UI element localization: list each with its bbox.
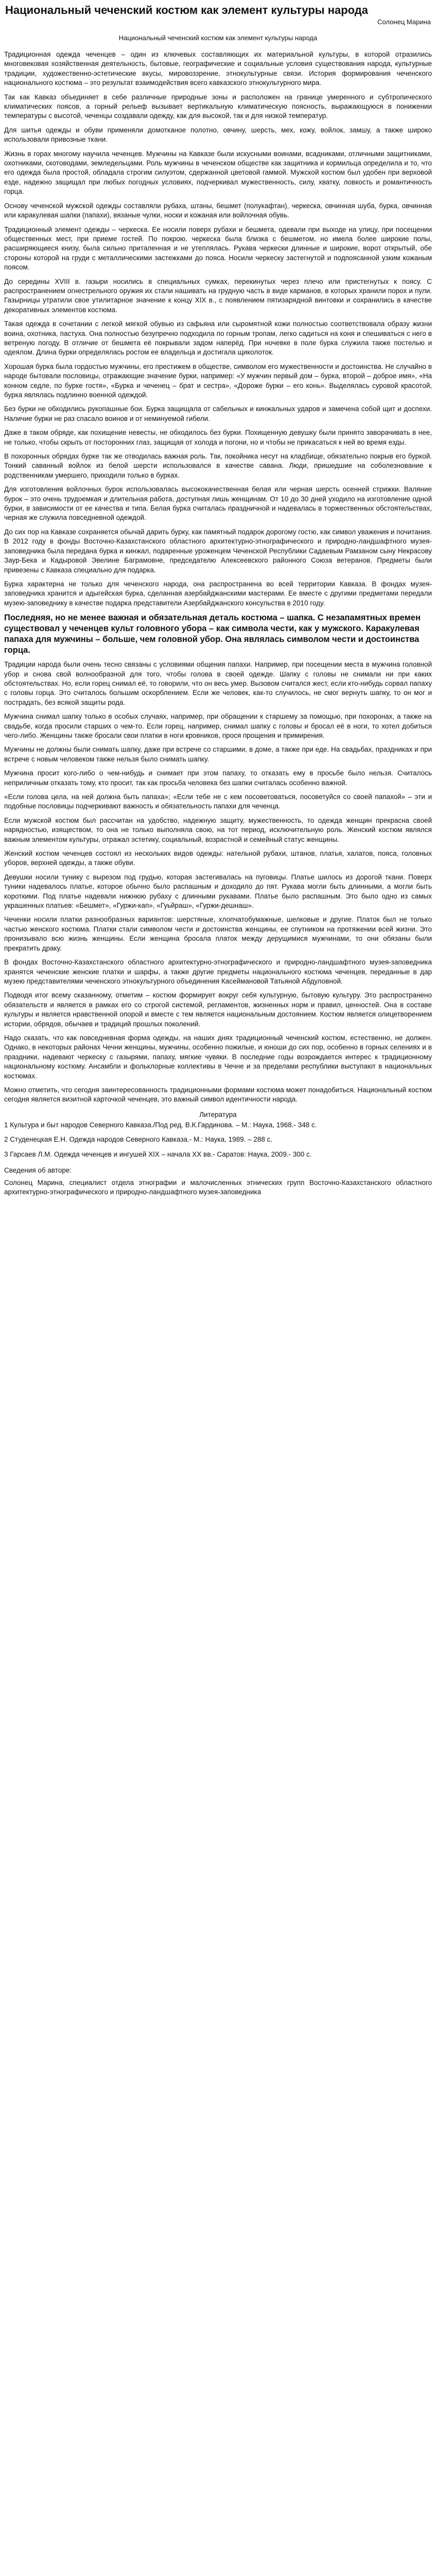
body-paragraph: Традиции народа были очень тесно связаны с условиями общения папахи. Например, при посещении места в мужчина головной убор и снова свой волнообразной для того, чтобы голова в своей одежде. Шапку с головы не снимали ни при каких обстоятельствах. Но, если горец снимал её, то говорили, что он весь умер. Вызовом считался жест, если кто-нибудь сорвал папаху с головы горца. Это считалось большим оскорблением. Если же человек, как-то случилось, не смог вернуть шапку, то он мог и пострадать, без всякой защиты рода.: [4, 660, 432, 706]
body-paragraph: Бурка характерна не только для чеченского народа, она распространена во всей территории Кавказа. В фондах музея-заповедника хранится и адыгейская бурка, сделанная азербайджанскими мастерами. Ее вместе с другими предметами передали музею-заповеднику в качестве подарка представители Азербайджанского консульства в 2010 году.: [4, 580, 432, 607]
about-author-text: Солонец Марина, специалист отдела этнографии и малочисленных этнических групп Восточно-Казахстанского областного архитектурно-этнографического и природно-ландшафтного музея-заповедника: [4, 1179, 432, 1196]
body-paragraph: Даже в таком обряде, как похищение невесты, не обходилось без бурки. Похищенную девушку были принято заворачивать в нее, не только, чтобы скрыть от посторонних глаз, защищая от холода и погони, но и чтобы не прикасаться к ней во время езды.: [4, 429, 432, 446]
body-paragraph: До середины XVIII в. газыри носились в специальных сумках, перекинутых через плечо или пристегнутых к поясу. С распространением огнестрельного оружия их стали нашивать на грудную часть в виде карманов, в которых хранили порох и пули. Газырницы утратили свое утилитарное значение к концу XIX в., с появлением пятизарядной винтовки и сохранились в качестве декоративных элементов костюма.: [4, 277, 432, 314]
body-paragraph: Если мужской костюм был рассчитан на удобство, надежную защиту, мужественность, то одежда женщин прекрасна своей нарядностью, изяществом, то она не только выполняла свою, на тот период, исключительную роль. Женский костюм являлся важным элементом культуры, отражал эстетику, социальный, возрастной и семейный статус женщины.: [4, 816, 432, 843]
body-paragraph: Такая одежда в сочетании с легкой мягкой обувью из сафьяна или сыромятной кожи полностью соответствовала образу жизни воина, охотника, пастуха. Она полностью безупречно подходила по горным тропам, легко садиться на коня и спешиваться с него в ветреную погоду. В отличие от бешмета её покрывали задом наперёд. При ночевке в поле бурка служила также постелью и одеялом. Длина бурки определялась ростом ее владельца и достигала щиколоток.: [4, 320, 432, 357]
body-paragraph: До сих пор на Кавказе сохраняется обычай дарить бурку, как памятный подарок дорогому гостю, как символ уважения и почитания. В 2012 году в фонды Восточно-Казахстанского областного архитектурно-этнографического и природно-ландшафтного музея-заповедника была передана бурка и кинжал, подаренные уроженцем Чеченской Республики Садаевым Рамзаном сыну Некрасову Заур-Бека и Кадыровой Эвелине Баграмовне, председателю Алексеевского районного Союза ветеранов. Предметы были привезены с Кавказа специально для подарка.: [4, 528, 432, 574]
body-paragraph: Подводя итог всему сказанному, отметим – костюм формирует вокруг себя культурную, бытовую культуру. Это распространено обязательств и является в рамках его со строгой системой, регламентов, жизненных норм и правил, ценностей. Она в составе культуры и является нравственной опорой и вместе с тем является национальным достоянием. Костюм является олицетворением истории, обрядов, обычаев и традиций прошлых поколений.: [4, 991, 432, 1028]
references-list: [4, 1121, 432, 1159]
body-paragraph: Надо сказать, что как повседневная форма одежды, на наших днях традиционный чеченский костюм, естественно, не должен. Однако, в некоторых районах Чечни женщины, мужчины, особенно пожилые, и юноши до сих пор, особенно в горных селениях и в праздники, надевают черкеску с газырями, папаху, мягкие чувяки. В последние годы возрождается интерес к традиционному национальному костюму. Ансамбли и фольклорные коллективы в Чечне и за пределами республики выступают в национальных костюмах.: [4, 1033, 432, 1080]
document-title: Национальный чеченский костюм как элемент культуры народа: [5, 4, 368, 16]
article-body: [4, 50, 432, 1105]
reference-item: 2 Студенецкая Е.Н. Одежда народов Северного Кавказа.- М.: Наука, 1989. – 288 с.: [4, 1136, 273, 1144]
reference-item: 1 Культура и быт народов Северного Кавказа./Под ред. В.К.Гардинова. – М.: Наука, 1968.- 348 с.: [4, 1121, 317, 1129]
author-name: Солонец Марина: [377, 18, 431, 26]
document-subtitle: Национальный чеченский костюм как элемент культуры народа: [118, 34, 318, 42]
body-paragraph: Можно отметить, что сегодня заинтересованность традиционными формами костюма может понадобиться. Национальный костюм сегодня является визитной карточкой чеченцев, это важный символ идентичности народа.: [4, 1086, 432, 1104]
body-paragraph: Хорошая бурка была гордостью мужчины, его престижем в обществе, символом его мужественности и достоинства. Не случайно в народе бытовали пословицы, отражающие значение бурки, например: «У мужчин первый дом – бурка, второй – доброе имя», «На конном седле, по бурке гостя», «Бурка и чеченец – брат и сестра», «Дороже бурки – его конь». Выделялась суровой красотой, бурка являлась подлинно военной одеждой.: [4, 362, 432, 399]
body-paragraph: Мужчины не должны были снимать шапку, даже при встрече со старшими, в доме, а также при еде. На свадьбах, праздниках и при встрече с новым человеком также нельзя было снимать шапку.: [4, 745, 432, 763]
body-paragraph: Мужчина просит кого-либо о чем-нибудь и снимает при этом папаху, то отказать ему в просьбе было нельзя. Считалось неприличным отказать тому, кто просит, так как просьба человека без шапки считалась особенно важной.: [4, 769, 432, 787]
literature-title: Литература: [199, 1110, 237, 1118]
body-paragraph: Традиционный элемент одежды – черкеска. Ее носили поверх рубахи и бешмета, одевали при выходе на улицу, при посещении общественных мест, при приеме гостей. По покрою, черкеска была близка с бешметом, но имела более широкие полы, расширяющиеся книзу, была сильно приталенная и не утеплялась. Рукава черкески длинные и широкие, ворот открытый, обе стороны которой на груди с металлическими застежками до пояса. Носили черкеску застегнутой и подпоясанной узким кожаным поясом.: [4, 225, 432, 272]
body-paragraph: Без бурки не обходились рукопашные бои. Бурка защищала от сабельных и кинжальных ударов и замечена собой щит и доспехи. Наличие бурки не раз спасало воинов и от неминуемой гибели.: [4, 405, 432, 422]
body-paragraph: «Если голова цела, на ней должна быть папаха»; «Если тебе не с кем посоветоваться, посоветуйся со своей папахой» – эти и подобные пословицы подчеркивают важность и обязательность папахи для чеченца.: [4, 793, 432, 810]
body-paragraph: В фондах Восточно-Казахстанского областного архитектурно-этнографического и природно-ландшафтного музея-заповедника хранятся чеченские женские платки и шарфы, а также другие предметы национального костюма чеченцев, переданные в дар музею представителями чеченского этнокультурного объединения Касеймановой Татьяной Абдуловной.: [4, 958, 432, 985]
body-paragraph: Мужчина снимал шапку только в особых случаях, например, при обращении к старшему за помощью, при похоронах, а также на свадьбе, когда просили старших о чем-то. Если горец, например, снимал шапку с головы и бросал её в ноги, то хотел добиться чего-либо. Женщины также бросали свои платки в ноги кровников, прося прощения и примирения.: [4, 713, 432, 739]
headline-paragraph: Последняя, но не менее важная и обязательная деталь костюма – шапка. С незапамятных времен существовал у чеченцев культ головного убора – как символа чести, как у мужского. Каракулевая папаха для мужчины – больше, чем головной убор. Она являлась символом чести и достоинства горца.: [4, 613, 421, 655]
about-author-title: Сведения об авторе:: [4, 1166, 72, 1174]
body-paragraph: Женский костюм чеченцев состоял из нескольких видов одежды: нательной рубахи, штанов, платья, халатов, пояса, головных уборов, верхней одежды, а также обуви.: [4, 850, 432, 867]
body-paragraph: Чеченки носили платки разнообразных вариантов: шерстяные, хлопчатобумажные, шелковые и другие. Платок был не только частью женского костюма. Платки стали символом чести и достоинства женщины, ее спутником на протяжении всей жизни. Это пронизывало всю жизнь женщины. Если женщина бросала платок между дерущимися мужчинами, то они обязаны были прекратить драку.: [4, 916, 432, 952]
about-author: [4, 1178, 432, 1197]
body-paragraph: В похоронных обрядах бурке так же отводилась важная роль. Так, покойника несут на кладбище, обязательно покрыв его буркой. Тонкий саванный войлок из белой шерсти использовался в качестве савана. Люди, пришедшие на соболезнование к родственникам умершего, приходили только в бурках.: [4, 452, 432, 479]
body-paragraph: Так как Кавказ объединяет в себе различные природные зоны и расположен на границе умеренного и субтропического климатических поясов, а горный рельеф вызывает вертикальную климатическую поясность, выражающуюся в понижении температуры с высотой, чеченцы создавали одежду, как для высокой, так и для низкой температур.: [4, 93, 432, 120]
body-paragraph: Девушки носили тунику с вырезом под грудью, которая застегивалась на пуговицы. Платье шилось из дорогой ткани. Поверх туники надевалось платье, которое обычно было распашным и доходило до пят. Рукава могли быть длинными, а могли быть короткими. Под платье надевали нижнюю рубаху с длинными рукавами. Платье было распашным. Это было одно из самых украшенных платьев: «Бешмет», «Гуржи-кап», «Гуьйраш», «Гуржи-дешнаш».: [4, 873, 432, 910]
body-paragraph: Для шитья одежды и обуви применяли домотканое полотно, овчину, шерсть, мех, кожу, войлок, замшу, а также широко использовали привозные ткани.: [4, 126, 432, 144]
paragraphs-before: [4, 50, 432, 608]
paragraphs-after: [4, 660, 432, 1105]
body-paragraph: Для изготовления войлочных бурок использовалась высококачественная белая или черная шерсть осенней стрижки. Валяние бурок – это очень трудоемкая и длительная работа, доступная лишь женщинам. От 10 до 30 дней уходило на изготовление одной бурки, в зависимости от ее качества и типа. Белая бурка считалась праздничной и надевалась в торжественных обстоятельствах, черная же служила повседневной одеждой.: [4, 485, 432, 522]
body-paragraph: Основу чеченской мужской одежды составляли рубаха, штаны, бешмет (полукафтан), черкеска, овчинная шуба, бурка, овчинная или каракулевая шапки (папахи), вязаные чулки, носки и кожаная или войлочная обувь.: [4, 201, 432, 219]
body-paragraph: Традиционная одежда чеченцев – один из ключевых составляющих их материальной культуры, в которой отразились многовековая хозяйственная деятельность, бытовые, географические и социальные условия существования народа, культурные традиции, художественно-эстетические вкусы, мировоззрение, этнокультурные связи. История формирования чеченского национального костюма – это результат взаимодействия всего кавказского этнокультурного мира.: [4, 50, 432, 87]
reference-item: 3 Гарсаев Л.М. Одежда чеченцев и ингушей XIX – начала XX вв.- Саратов: Наука, 2009.- 300 с.: [4, 1150, 312, 1158]
body-paragraph: Жизнь в горах многому научила чеченцев. Мужчины на Кавказе были искусными воинами, всадниками, отличными защитниками, охотниками, скотоводами, земледельцами. Роль мужчины в чеченском обществе как защитника и кормильца определила и то, что его одежда была простой, обладала строгим силуэтом, сдержанной цветовой гаммой. Мужской костюм был удобен при верховой езде, надежно защищал при любых погодных условиях, подчеркивал мужественность, силу, хватку, ловкость и романтичность горца.: [4, 149, 432, 196]
document-page: [0, 0, 436, 1223]
